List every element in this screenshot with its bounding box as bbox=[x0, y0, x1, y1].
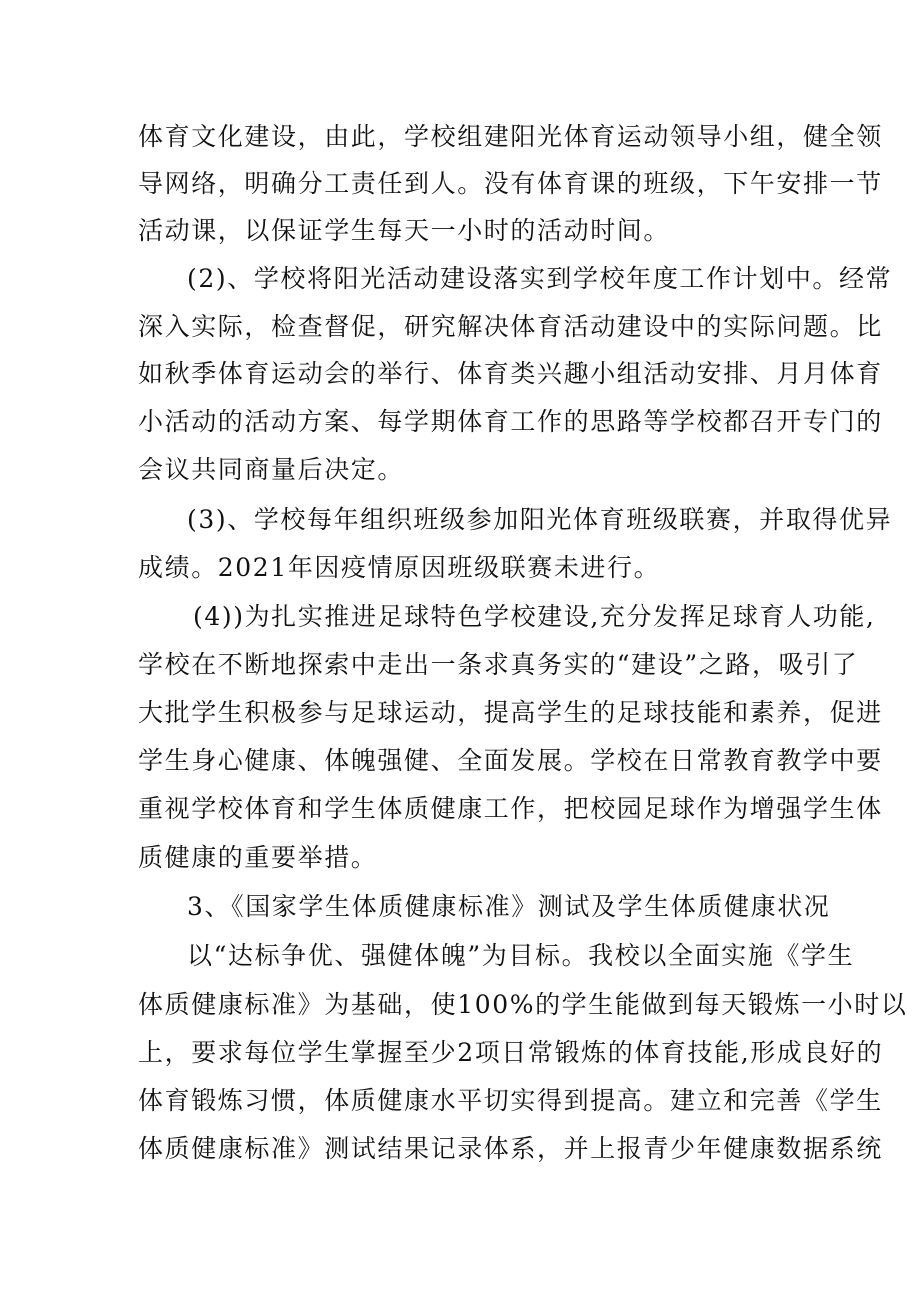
text-line: 上，要求每位学生掌握至少2项日常锻炼的体育技能,形成良好的 bbox=[138, 1038, 884, 1067]
text-line: 学生身心健康、体魄强健、全面发展。学校在日常教育教学中要 bbox=[138, 746, 883, 775]
text-line: 成绩。2021年因疫情原因班级联赛未进行。 bbox=[138, 553, 661, 582]
text-line: 深入实际，检查督促，研究解决体育活动建设中的实际问题。比 bbox=[138, 312, 883, 341]
text-line: 体质健康标准》为基础，使100%的学生能做到每天锻炼一小时以 bbox=[138, 990, 908, 1019]
text-line: 学校在不断地探索中走出一条求真务实的“建设”之路，吸引了 bbox=[138, 650, 859, 679]
section-heading: 3、《国家学生体质健康标准》测试及学生体质健康状况 bbox=[187, 892, 831, 921]
text-line: 体育文化建设，由此，学校组建阳光体育运动领导小组，健全领 bbox=[138, 122, 883, 151]
text-line: 体育锻炼习惯，体质健康水平切实得到提高。建立和完善《学生 bbox=[138, 1086, 883, 1115]
text-line: 重视学校体育和学生体质健康工作，把校园足球作为增强学生体 bbox=[138, 794, 883, 823]
text-line: 质健康的重要举措。 bbox=[138, 843, 378, 872]
text-line: 体质健康标准》测试结果记录体系，并上报青少年健康数据系统 bbox=[138, 1134, 883, 1163]
paragraph-start: (2)、学校将阳光活动建设落实到学校年度工作计划中。经常 bbox=[187, 264, 893, 293]
paragraph-start: (3)、学校每年组织班级参加阳光体育班级联赛，并取得优异 bbox=[187, 505, 893, 534]
paragraph-start: (4))为扎实推进足球特色学校建设,充分发挥足球育人功能, bbox=[193, 602, 876, 631]
text-line: 如秋季体育运动会的举行、体育类兴趣小组活动安排、月月体育 bbox=[138, 359, 883, 388]
paragraph-start: 以“达标争优、强健体魄”为目标。我校以全面实施《学生 bbox=[187, 941, 855, 970]
text-line: 小活动的活动方案、每学期体育工作的思路等学校都召开专门的 bbox=[138, 407, 883, 436]
text-line: 活动课，以保证学生每天一小时的活动时间。 bbox=[138, 216, 671, 245]
text-line: 大批学生积极参与足球运动，提高学生的足球技能和素养，促进 bbox=[138, 698, 883, 727]
text-line: 导网络，明确分工责任到人。没有体育课的班级，下午安排一节 bbox=[138, 169, 883, 198]
text-line: 会议共同商量后决定。 bbox=[138, 455, 405, 484]
